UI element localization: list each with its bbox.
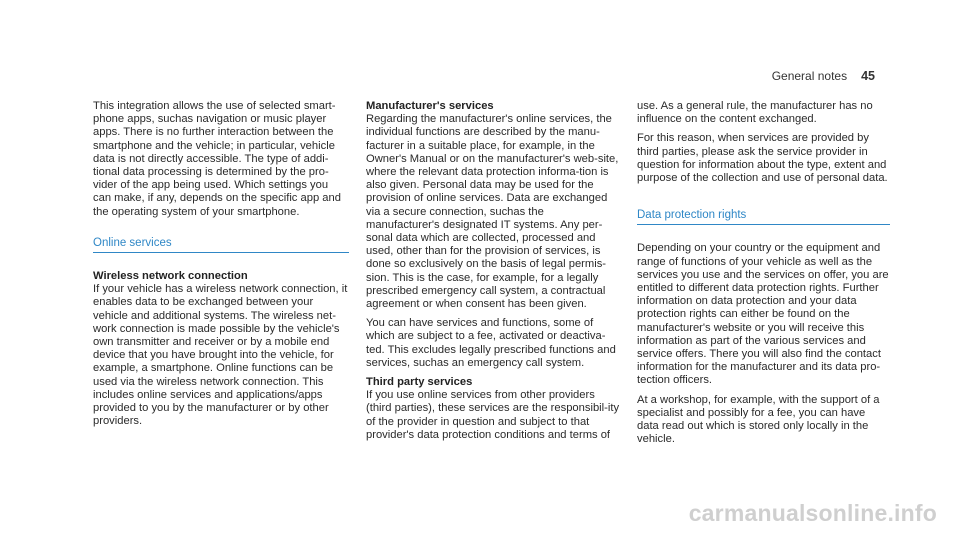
subheading-manufacturer-services: Manufacturer's services [366,100,494,112]
subheading-wireless-network: Wireless network connection [93,270,248,283]
column-left [93,100,349,434]
activation-paragraph: You can have services and functions, some of which are subject to a fee, activated or deactiva-ted. This excludes legally prescribed functions and services, suchas an emergency call system. [366,317,616,369]
watermark-logo: carmanualsonline.info [688,500,937,526]
page-header [772,69,875,83]
section-heading-online-services: Online services [93,237,349,253]
section-heading-data-protection-rights: Data protection rights [637,209,890,225]
subheading-third-party-services: Third party services [366,376,473,389]
workshop-paragraph: At a workshop, for example, with the support of a specialist and possibly for a fee, you can have data read out which is stored only locally in the vehicle. [637,393,880,446]
column-right [637,100,890,452]
wireless-network-paragraph: If your vehicle has a wireless network connection, it enables data to be exchanged between your vehicle and additional systems. The wireless net-work connection is made possible by the vehicle's own transmitter and receiver or by a mobile end device that you have brought into the vehicle, for example, a smartphone. Online functions can be used via the wireless network connection. This includes online services and applications/apps provided to you by the manufacturer or by other providers. [93,283,348,428]
intro-paragraph: This integration allows the use of selected smart-phone apps, suchas navigation or music player apps. There is no further interaction between the smartphone and the vehicle; in particular, vehicle data is not directly accessible. The type of addi-tional data processing is determined by the pro-vider of the app being used. Which settings you can make, if any, depends on the specific app and the operating system of your smartphone. [93,100,341,218]
continuation-paragraph: use. As a general rule, the manufacturer has no influence on the content exchanged. [637,100,873,126]
third-party-paragraph: If you use online services from other providers (third parties), these services are the responsibil-ity of the provider in question and subject to that provider's data protection conditions and terms of [366,389,620,441]
data-protection-paragraph: Depending on your country or the equipment and range of functions of your vehicle as well as the services you use and the services on offer, you are entitled to different data protection rights. Further information on data protection and your data protection rights can either be found on the manufacturer's website or you will receive this information as part of the various services and service offers. There you will also find the contact information for the manufacturer and its data pro-tection officers. [637,242,889,387]
third-party-info-paragraph: For this reason, when services are provided by third parties, please ask the service provider in question for information about the type, extent and purpose of the collection and use of personal data. [637,132,888,185]
column-middle [366,100,620,448]
section-title: General notes [771,69,848,83]
manufacturer-services-paragraph: Regarding the manufacturer's online services, the individual functions are described by the manu-facturer in a suitable place, for example, in the Owner's Manual or on the manufacturer's web-site, where the relevant data protection informa-tion is also given. Personal data may be used for the provision of online services. Data are exchanged via a secure connection, suchas the manufacturer's designated IT systems. Any per-sonal data which are collected, processed and used, other than for the provision of services, is done so exclusively on the basis of legal permis-sion. This is the case, for example, for a legally prescribed emergency call system, a contractual agreement or when consent has been given. [366,113,619,311]
page-number: 45 [861,69,875,83]
